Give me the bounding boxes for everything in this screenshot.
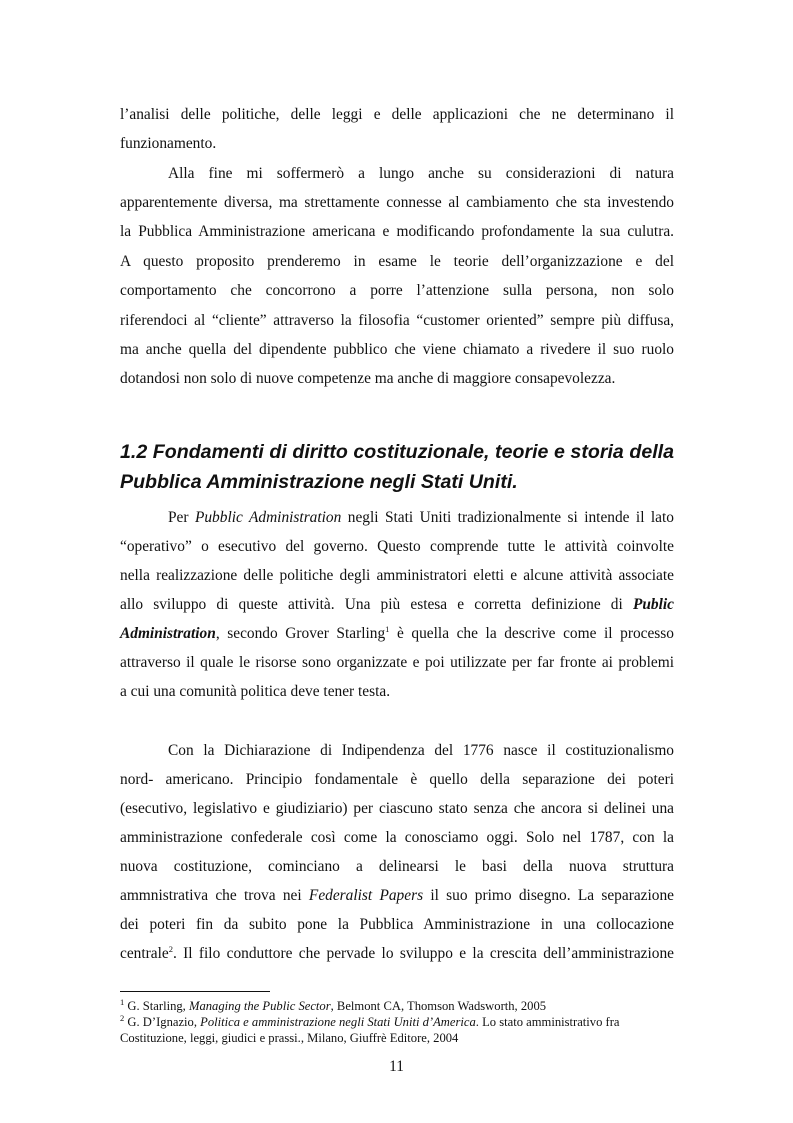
body-text-line: (esecutivo, legislativo e giudiziario) per ciascuno stato senza che ancora si delinei una	[120, 800, 674, 817]
footnote-number: 1	[120, 996, 125, 1007]
body-text-line: l’analisi delle politiche, delle leggi e delle applicazioni che ne determinano il	[120, 106, 674, 123]
body-text-line: la Pubblica Amministrazione americana e modificando profondamente la sua culutra.	[120, 223, 674, 240]
italic-term: Federalist Papers	[308, 887, 424, 904]
italic-term: Managing the Public Sector	[188, 999, 331, 1013]
footnote-number: 2	[120, 1012, 125, 1023]
footnote-2	[120, 1014, 620, 1030]
text-span: è quella che la descrive come il processo	[389, 625, 674, 642]
text-span: , Belmont CA, Thomson Wadsworth, 2005	[330, 999, 547, 1013]
body-text-line	[120, 886, 674, 906]
italic-term: Politica e amministrazione negli Stati Uniti d’America	[200, 1015, 476, 1029]
text-span: Per	[168, 509, 195, 526]
bold-italic-term: Administration	[120, 625, 216, 642]
text-span: negli Stati Uniti tradizionalmente si intende il lato	[341, 509, 674, 526]
text-span: centrale	[120, 945, 169, 962]
body-text-line: “operativo” o esecutivo del governo. Questo comprende tutte le attività coinvolte	[120, 538, 674, 555]
body-text-line: ma anche quella del dipendente pubblico che viene chiamato a rivedere il suo ruolo	[120, 341, 674, 358]
body-text-line: dei poteri fin da subito pone la Pubblica Amministrazione in una collocazione	[120, 916, 674, 933]
text-span: . Lo stato amministrativo fra	[475, 1015, 620, 1029]
body-text-line: amministrazione confederale così come la conosciamo oggi. Solo nel 1787, con la	[120, 829, 674, 846]
page-number: 11	[389, 1058, 404, 1075]
footnote-1	[120, 998, 546, 1014]
text-span: G. D’Ignazio,	[124, 1015, 201, 1029]
body-text-line	[120, 944, 674, 964]
body-text-line: Alla fine mi soffermerò a lungo anche su considerazioni di natura	[168, 165, 674, 182]
body-text-line	[120, 508, 674, 528]
body-text-line: Con la Dichiarazione di Indipendenza del 1776 nasce il costituzionalismo	[168, 742, 674, 759]
body-text-line: a cui una comunità politica deve tener testa.	[120, 683, 391, 700]
text-span: ammnistrativa che trova nei	[120, 887, 309, 904]
footnote-ref[interactable]: 2	[168, 943, 173, 954]
body-text-line: comportamento che concorrono a porre l’attenzione sulla persona, non solo	[120, 282, 674, 299]
footnote-divider	[120, 991, 270, 992]
body-text-line	[120, 624, 674, 644]
body-text-line: riferendoci al “cliente” attraverso la filosofia “customer oriented” sempre più diffusa,	[120, 312, 674, 329]
section-heading: Pubblica Amministrazione negli Stati Uniti.	[120, 471, 518, 493]
body-text-line: funzionamento.	[120, 135, 217, 152]
body-text-line: nuova costituzione, cominciano a delinearsi le basi della nuova struttura	[120, 858, 674, 875]
body-text-line: dotandosi non solo di nuove competenze ma anche di maggiore consapevolezza.	[120, 370, 616, 387]
text-span: . Il filo conduttore che pervade lo sviluppo e la crescita dell’amministrazione	[172, 945, 674, 962]
body-text-line: A questo proposito prenderemo in esame le teorie dell’organizzazione e del	[120, 253, 674, 270]
section-heading: 1.2 Fondamenti di diritto costituzionale, teorie e storia della	[120, 441, 674, 463]
text-span: , secondo Grover Starling	[215, 625, 386, 642]
text-span: il suo primo disegno. La separazione	[423, 887, 674, 904]
italic-term: Pubblic Administration	[194, 509, 342, 526]
text-span: G. Starling,	[124, 999, 189, 1013]
footnote-2-continuation: Costituzione, leggi, giudici e prassi., Milano, Giuffrè Editore, 2004	[120, 1031, 459, 1045]
body-text-line: attraverso il quale le risorse sono organizzate e poi utilizzate per far fronte ai problemi	[120, 654, 674, 671]
bold-italic-term: Public	[632, 596, 674, 613]
body-text-line	[120, 595, 674, 615]
text-span: allo sviluppo di queste attività. Una più estesa e corretta definizione di	[120, 596, 633, 613]
body-text-line: nella realizzazione delle politiche degli amministratori eletti e alcune attività associate	[120, 567, 674, 584]
body-text-line: apparentemente diversa, ma strettamente connesse al cambiamento che sta investendo	[120, 194, 674, 211]
body-text-line: nord- americano. Principio fondamentale è quello della separazione dei poteri	[120, 771, 674, 788]
footnote-ref[interactable]: 1	[385, 623, 390, 634]
